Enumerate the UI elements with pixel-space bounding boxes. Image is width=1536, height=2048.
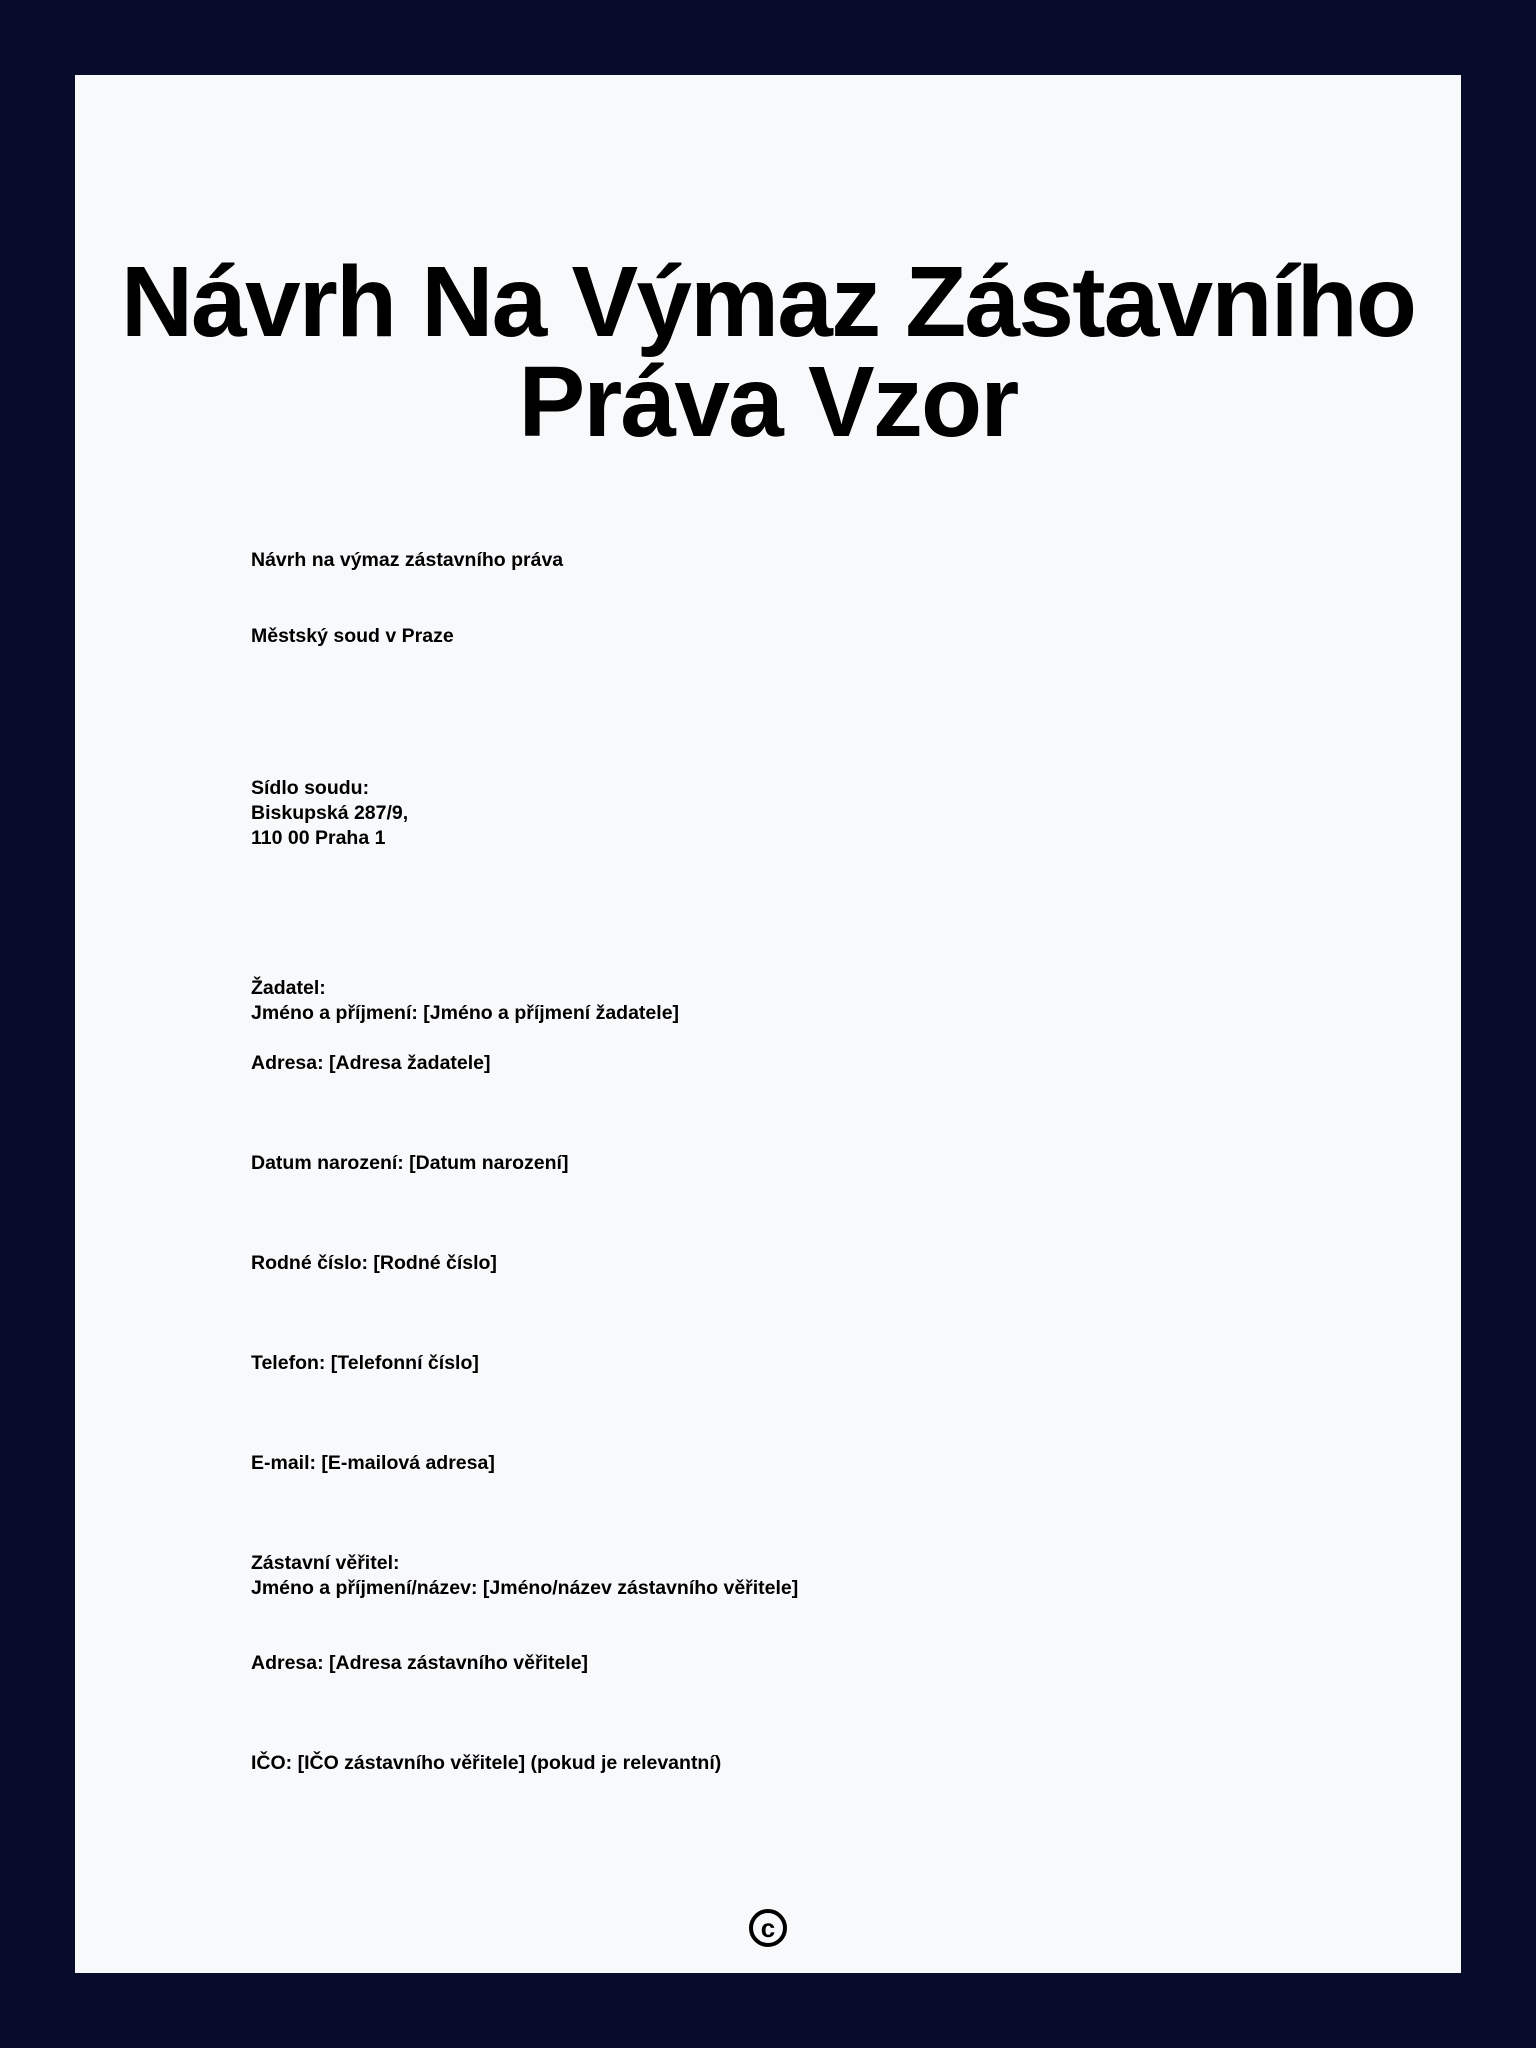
heading-text: Návrh na výmaz zástavního práva (251, 549, 564, 571)
applicant-label: Žadatel: (251, 977, 326, 999)
court-seat (251, 776, 408, 851)
creditor-address (251, 1651, 588, 1676)
copyright-icon (749, 1909, 787, 1947)
creditor-name: Jméno a příjmení/název: [Jméno/název zástavního věřitele] (251, 1577, 799, 1599)
court-name (251, 624, 454, 649)
court-seat-city: 110 00 Praha 1 (251, 827, 386, 849)
applicant-phone-text: Telefon: [Telefonní číslo] (251, 1352, 479, 1374)
creditor-label: Zástavní věřitel: (251, 1552, 400, 1574)
applicant-address-text: Adresa: [Adresa žadatele] (251, 1052, 491, 1074)
applicant-birth-date (251, 1151, 568, 1176)
applicant-birth-number (251, 1251, 497, 1276)
applicant-section (251, 976, 679, 1026)
creditor-section (251, 1551, 798, 1601)
applicant-birth-date-text: Datum narození: [Datum narození] (251, 1152, 569, 1174)
applicant-email (251, 1451, 495, 1476)
applicant-email-text: E-mail: [E-mailová adresa] (251, 1452, 495, 1474)
creditor-address-text: Adresa: [Adresa zástavního věřitele] (251, 1652, 589, 1674)
creditor-ico-text: IČO: [IČO zástavního věřitele] (pokud je relevantní) (251, 1752, 722, 1774)
page-title (75, 246, 1461, 458)
court-seat-label: Sídlo soudu: (251, 777, 370, 799)
document-page (75, 75, 1461, 1973)
document-heading (251, 548, 563, 573)
court-text: Městský soud v Praze (251, 625, 454, 647)
title-heading (75, 246, 1461, 458)
title-line-2: Práva Vzor (518, 346, 1018, 458)
court-seat-street: Biskupská 287/9, (251, 802, 409, 824)
applicant-name: Jméno a příjmení: [Jméno a příjmení žadatele] (251, 1002, 680, 1024)
applicant-birth-number-text: Rodné číslo: [Rodné číslo] (251, 1252, 497, 1274)
copyright-glyph: c (760, 1913, 776, 1943)
creditor-ico (251, 1751, 721, 1776)
title-line-1: Návrh Na Výmaz Zástavního (120, 246, 1416, 358)
applicant-phone (251, 1351, 479, 1376)
applicant-address (251, 1051, 491, 1076)
